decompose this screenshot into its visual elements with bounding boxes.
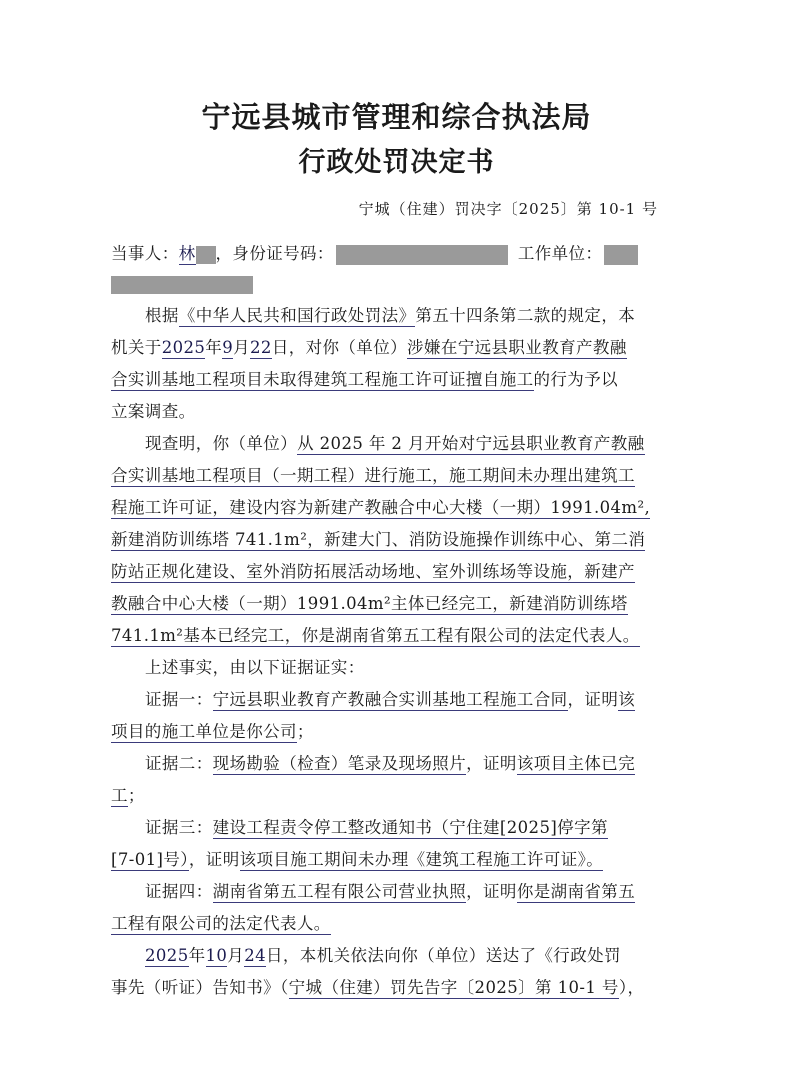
document-number: 宁城（住建）罚决字〔2025〕第 10-1 号 (358, 200, 658, 218)
evidence-2-line-2: 工； (111, 786, 145, 805)
party-name: 林 (178, 244, 196, 263)
evidence-1: 证据一：宁远县职业教育产教融合实训基地工程施工合同，证明该 (145, 690, 636, 709)
evidence-2: 证据二：现场勘验（检查）笔录及现场照片，证明该项目主体已完 (145, 754, 636, 773)
paragraph-line: 新建消防训练塔 741.1m²，新建大门、消防设施操作训练中心、第二消 (111, 530, 646, 549)
paragraph-line: 事先（听证）告知书》（宁城（住建）罚先告字〔2025〕第 10-1 号）， (111, 978, 645, 997)
redaction-block (336, 245, 508, 265)
redaction-block (604, 245, 638, 265)
paragraph-line: 现查明，你（单位）从 2025 年 2 月开始对宁远县职业教育产教融 (145, 434, 645, 453)
work-unit-label: 工作单位： (517, 244, 603, 263)
paragraph-line: 741.1m²基本已经完工，你是湖南省第五工程有限公司的法定代表人。 (111, 626, 640, 645)
document-type-title: 行政处罚决定书 (298, 147, 495, 178)
party-line-2 (111, 272, 671, 296)
id-label: ，身份证号码： (215, 244, 334, 263)
party-line (111, 242, 671, 266)
redaction-block (111, 276, 253, 294)
org-title: 宁远县城市管理和综合执法局 (201, 100, 592, 134)
paragraph-line: 程施工许可证，建设内容为新建产教融合中心大楼（一期）1991.04m², (111, 498, 651, 517)
paragraph-line: 合实训基地工程项目未取得建筑工程施工许可证擅自施工的行为予以 (111, 370, 618, 389)
evidence-3-line-2: [7-01]号），证明该项目施工期间未办理《建筑工程施工许可证》。 (111, 850, 604, 869)
paragraph-line: 根据《中华人民共和国行政处罚法》第五十四条第二款的规定，本 (145, 306, 636, 325)
party-label: 当事人： (111, 244, 179, 263)
paragraph-line: 防站正规化建设、室外消防拓展活动场地、室外训练场等设施，新建产 (111, 562, 635, 581)
paragraph-line: 合实训基地工程项目（一期工程）进行施工，施工期间未办理出建筑工 (111, 466, 635, 485)
paragraph-line: 2025年10月24日，本机关依法向你（单位）送达了《行政处罚 (145, 946, 621, 965)
evidence-1-line-2: 项目的施工单位是你公司； (111, 722, 314, 741)
evidence-3: 证据三：建设工程责令停工整改通知书（宁住建[2025]停字第 (145, 818, 608, 837)
paragraph-line: 上述事实，由以下证据证实： (145, 658, 365, 677)
redaction-block (196, 246, 216, 264)
evidence-4: 证据四：湖南省第五工程有限公司营业执照，证明你是湖南省第五 (145, 882, 636, 901)
paragraph-line: 机关于2025年9月22日，对你（单位）涉嫌在宁远县职业教育产教融 (111, 338, 627, 357)
paragraph-line: 教融合中心大楼（一期）1991.04m²主体已经完工，新建消防训练塔 (111, 594, 628, 613)
paragraph-line: 立案调查。 (111, 402, 196, 421)
evidence-4-line-2: 工程有限公司的法定代表人。 (111, 914, 331, 933)
